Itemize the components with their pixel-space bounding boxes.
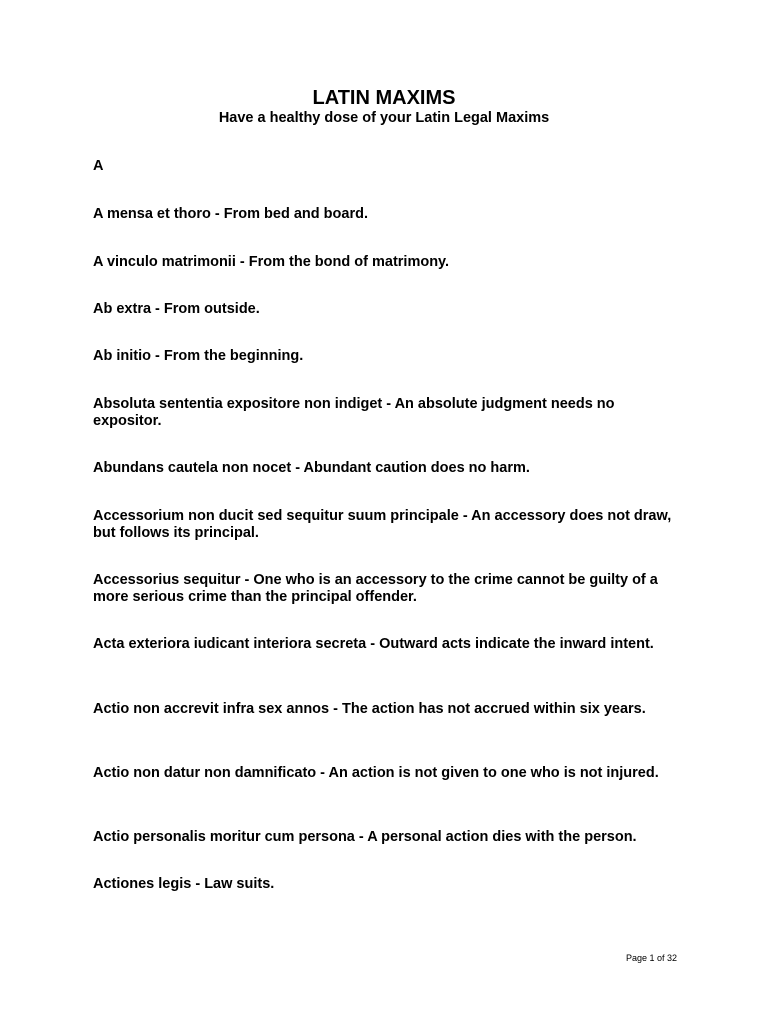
maxim-entry: Accessorius sequitur - One who is an accessory to the crime cannot be guilty of a more serious crime than the principal offender.: [93, 572, 658, 605]
maxim-entry: A vinculo matrimonii - From the bond of matrimony.: [93, 254, 450, 270]
maxim-entry: Acta exteriora iudicant interiora secreta - Outward acts indicate the inward intent.: [93, 636, 654, 652]
maxim-entry: Actio personalis moritur cum persona - A personal action dies with the person.: [93, 829, 637, 845]
maxim-entry: Ab initio - From the beginning.: [93, 348, 304, 364]
maxim-entry: A mensa et thoro - From bed and board.: [93, 206, 368, 222]
document-subtitle: Have a healthy dose of your Latin Legal Maxims: [218, 110, 550, 126]
section-letter: A: [93, 158, 104, 174]
page-number: Page 1 of 32: [626, 953, 678, 963]
maxim-entry: Ab extra - From outside.: [93, 301, 260, 317]
maxim-entry: Actio non accrevit infra sex annos - The action has not accrued within six years.: [93, 701, 646, 717]
document-title: LATIN MAXIMS: [312, 87, 456, 109]
maxim-entry: Abundans cautela non nocet - Abundant caution does no harm.: [93, 460, 530, 476]
maxim-entry: Accessorium non ducit sed sequitur suum principale - An accessory does not draw, but follows its principal.: [93, 508, 672, 541]
maxim-entry: Actio non datur non damnificato - An action is not given to one who is not injured.: [93, 765, 659, 781]
maxim-entry: Actiones legis - Law suits.: [93, 876, 275, 892]
maxim-entry: Absoluta sententia expositore non indiget - An absolute judgment needs no expositor.: [93, 396, 615, 429]
